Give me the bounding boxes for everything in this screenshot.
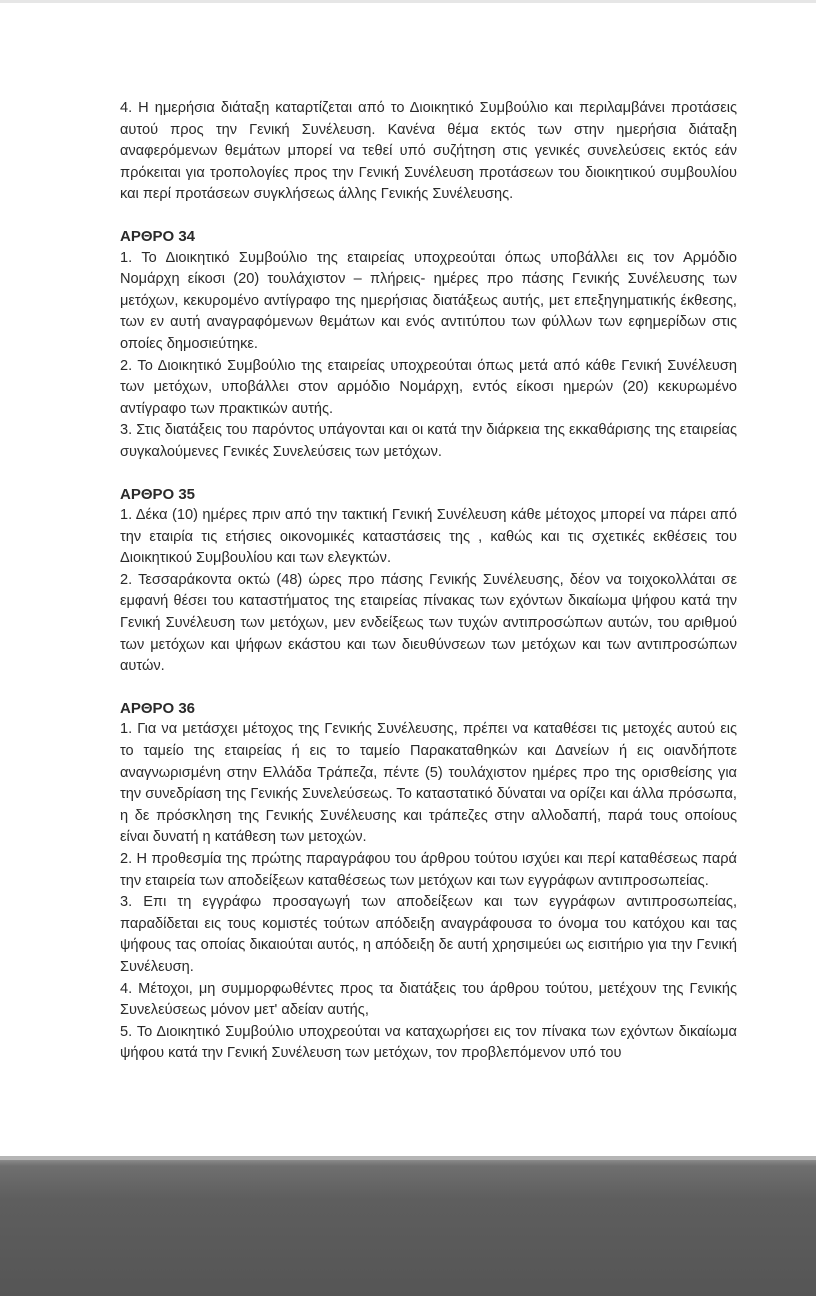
article-heading: ΑΡΘΡΟ 36: [120, 699, 196, 717]
paragraph: 4. Μέτοχοι, μη συμμορφωθέντες προς τα διατάξεις του άρθρου τούτου, μετέχουν της Γενικής Συνελεύσεως μόνον μετ' αδείαν αυτής,: [120, 980, 737, 1019]
intro-section: [120, 98, 737, 206]
scan-top-edge: [0, 0, 816, 3]
paragraph: 2. Η προθεσμία της πρώτης παραγράφου του άρθρου τούτου ισχύει και περί καταθέσεως παρά την εταιρεία των αποδείξεων καταθέσεως των μετόχων και των εγγράφων αντιπροσωπείας.: [120, 851, 737, 889]
paragraph: 1. Το Διοικητικό Συμβούλιο της εταιρείας υποχρεούται όπως υποβάλλει εις τον Αρμόδιο Νομάρχη είκοσι (20) τουλάχιστον – πλήρεις- ημέρες προ πάσης Γενικής Συνέλευσης των μετόχων, κεκυρομένο αντίγραφο της ημερήσιας διατάξεως αυτής, μετ επεξηγηματικής έκθεσης, των εν αυτή αναγραφόμενων θεμάτων και ενός αντιτύπου των φύλλων των εφημερίδων στις οποίες δημοσιεύτηκε.: [120, 249, 737, 352]
paragraph: 3. Στις διατάξεις του παρόντος υπάγονται και οι κατά την διάρκεια της εκκαθάρισης της εταιρείας συγκαλούμενες Γενικές Συνελεύσεις των μετόχων.: [120, 422, 737, 460]
paragraph: 1. Δέκα (10) ημέρες πριν από την τακτική Γενική Συνέλευση κάθε μέτοχος μπορεί να πάρει από την εταιρία τις ετήσιες οικονομικές καταστάσεις της , καθώς και τις σχετικές εκθέσεις του Διοικητικού Συμβουλίου και των ελεγκτών.: [120, 507, 737, 567]
article-heading: ΑΡΘΡΟ 35: [120, 485, 196, 503]
article-heading: ΑΡΘΡΟ 34: [120, 227, 196, 245]
paragraph: 2. Το Διοικητικό Συμβούλιο της εταιρείας υποχρεούται όπως μετά από κάθε Γενική Συνέλευση των μετόχων, υποβάλλει στον αρμόδιο Νομάρχη, εντός είκοσι ημερών (20) κεκυρωμένο αντίγραφο των πρακτικών αυτής.: [120, 357, 737, 417]
article-36: [120, 698, 737, 1065]
paragraph: 3. Επι τη εγγράφω προσαγωγή των αποδείξεων και των εγγράφων αντιπροσωπείας, παραδίδεται εις τους κομιστές τούτων απόδειξη αναγράφουσα το όνομα του κατόχου και τας ψήφους τας οποίας δικαιούται αυτός, η απόδειξη δε αυτή χρησιμεύει ως εισιτήριο για την Γενική Συνέλευση.: [120, 894, 737, 975]
paragraph: 1. Για να μετάσχει μέτοχος της Γενικής Συνέλευσης, πρέπει να καταθέσει τις μετοχές αυτού εις το ταμείο της εταιρείας ή εις το ταμείο Παρακαταθηκών και Δανείων ή εις οιανδήποτε αναγνωρισμένη στην Ελλάδα Τράπεζα, πέντε (5) τουλάχιστον ημέρες προ της ορισθείσης για την συνεδρίαση της Γενικής Συνελεύσεως. Το καταστατικό δύναται να ορίζει και άλλα πρόσωπα, η δε πρόσκληση της Γενικής Συνέλευσης και τράπεζες στην αλλοδαπή, παρά τους οποίους είναι δυνατή η κατάθεση των μετοχών.: [120, 721, 737, 846]
scan-bottom-band: [0, 1160, 816, 1296]
article-34: [120, 226, 737, 464]
paragraph: 5. Το Διοικητικό Συμβούλιο υποχρεούται να καταχωρήσει εις τον πίνακα των εχόντων δικαίωμα ψήφου κατά την Γενική Συνέλευση των μετόχων, τον προβλεπόμενον υπό του: [120, 1023, 737, 1062]
paragraph: 2. Τεσσαράκοντα οκτώ (48) ώρες προ πάσης Γενικής Συνέλευσης, δέον να τοιχοκολλάται σε εμφανή θέσει του καταστήματος της εταιρείας πίνακας των εχόντων δικαίωμα ψήφου κατά την Γενική Συνέλευση των μετόχων, μεν ενδείξεως των τυχών αντιπροσώπων αυτών, του αριθμού των μετόχων και ψήφων εκάστου και των διευθύνσεων των μετόχων και των αντιπροσώπων αυτών.: [120, 571, 737, 675]
document-body: [120, 98, 737, 1065]
paragraph: 4. Η ημερήσια διάταξη καταρτίζεται από το Διοικητικό Συμβούλιο και περιλαμβάνει προτάσεις αυτού προς την Γενική Συνέλευση. Κανένα θέμα εκτός των στην ημερήσια διάταξη αναφερόμενων θεμάτων μπορεί να τεθεί υπό συζήτηση στις γενικές συνελεύσεις εκτός εάν πρόκειται για τροπολογίες προς την Γενική Συνέλευση προτάσεων του διοικητικού συμβουλίου και περί προτάσεων συγκλήσεως άλλης Γενικής Συνέλευσης.: [120, 100, 737, 203]
article-35: [120, 484, 737, 678]
